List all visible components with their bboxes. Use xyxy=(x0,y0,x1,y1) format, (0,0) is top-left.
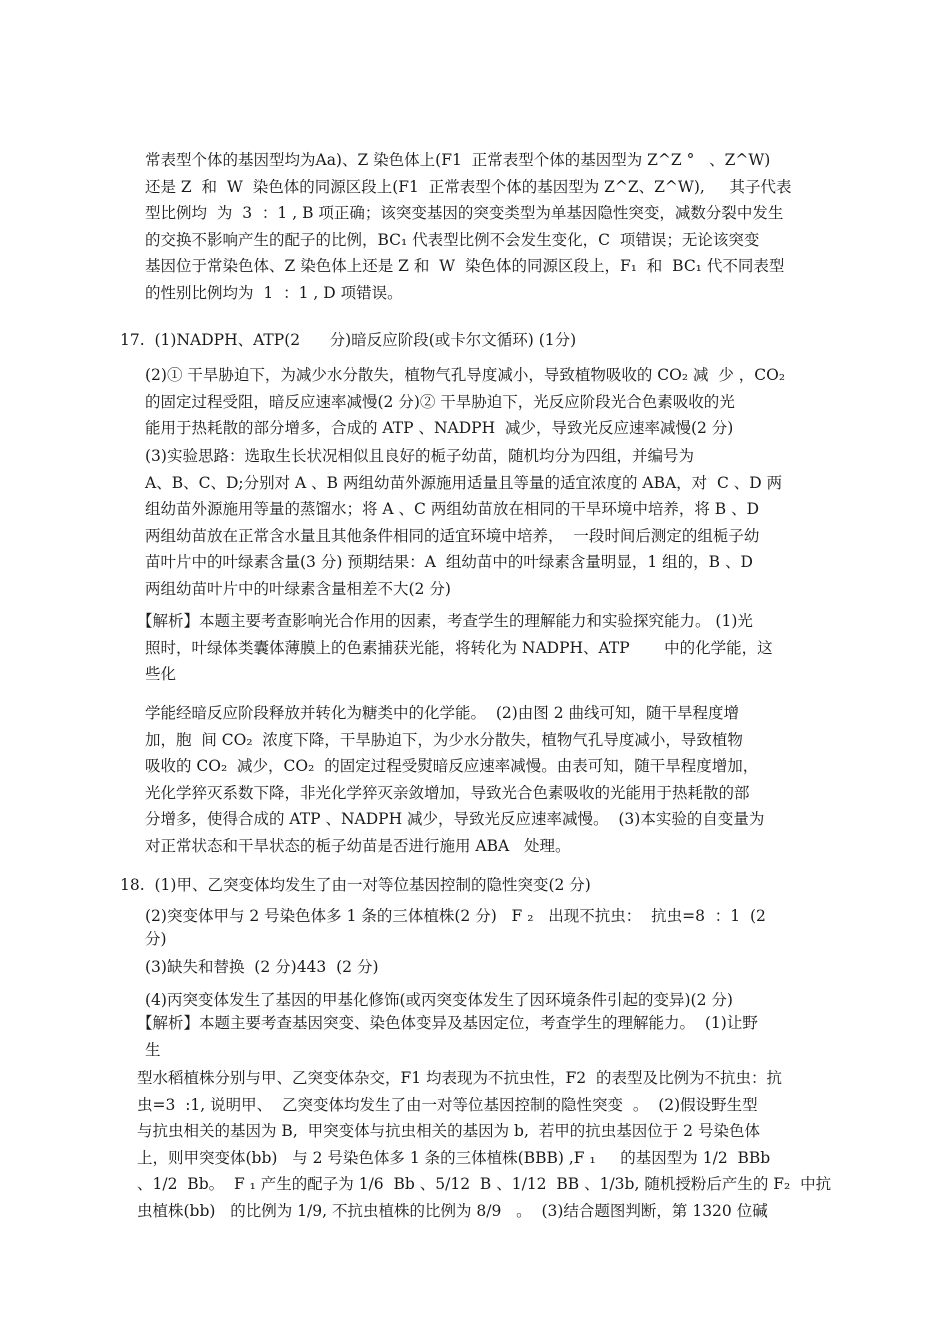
text-line: (2)① 干旱胁迫下，为减少水分散失，植物气孔导度减小，导致植物吸收的 CO₂ 减 少 ，CO₂ xyxy=(145,366,786,384)
text-line: 对正常状态和干旱状态的栀子幼苗是否进行施用 ABA 处理。 xyxy=(145,836,571,855)
text-line: 两组幼苗叶片中的叶绿素含量相差不大(2 分) xyxy=(145,579,451,598)
q17-heading xyxy=(120,327,860,354)
text-line: 常表型个体的基因型均为Aa)、Z 染色体上(F1 正常表型个体的基因型为 Z^Z ° 、Z^W) xyxy=(145,151,771,169)
text-line: 分增多，使得合成的 ATP 、NADPH 减少，导致光反应速率减慢。 (3)本实验的自变量为 xyxy=(145,810,765,828)
text-line: 照时，叶绿体类囊体薄膜上的色素捕获光能，将转化为 NADPH、ATP 中的化学能，这 xyxy=(145,638,773,657)
q16-explanation-continued xyxy=(145,147,860,306)
text-line: (2)突变体甲与 2 号染色体多 1 条的三体植株(2 分) F ₂ 出现不抗虫： 抗虫=8 ：1 (2 xyxy=(145,907,766,925)
text-line: 两组幼苗放在正常含水量且其他条件相同的适宜环境中培养， 一段时间后测定的组栀子幼 xyxy=(145,526,760,545)
text-line: 的交换不影响产生的配子的比例，BC₁ 代表型比例不会发生变化，C 项错误；无论该突变 xyxy=(145,230,760,249)
q17-answer-1: 17. (1)NADPH、ATP(2 分)暗反应阶段(或卡尔文循环) (1分) xyxy=(120,331,577,349)
text-line: 还是 Z 和 W 染色体的同源区段上(F1 正常表型个体的基因型为 Z^Z、Z^W), 其子代表 xyxy=(145,177,792,196)
text-line: 型比例均 为 3 ：1 , B 项正确；该突变基因的突变类型为单基因隐性突变，减数分裂中发生 xyxy=(145,204,784,222)
text-line: 加，胞 间 CO₂ 浓度下降，干旱胁迫下，为少水分散失，植物气孔导度减小，导致植物 xyxy=(145,730,743,749)
text-line: 型水稻植株分别与甲、乙突变体杂交，F1 均表现为不抗虫性，F2 的表型及比例为不抗虫：抗 xyxy=(137,1069,783,1087)
q18-analysis xyxy=(137,1010,857,1063)
text-line: 些化 xyxy=(145,665,177,683)
text-line: 上，则甲突变体(bb) 与 2 号染色体多 1 条的三体植株(BBB) ,F ₁ 的基因型为 1/2 BBb xyxy=(137,1148,771,1167)
text-line: 的固定过程受阻，暗反应速率减慢(2 分)② 干旱胁迫下，光反应阶段光合色素吸收的光 xyxy=(145,392,735,411)
text-line: 虫植株(bb) 的比例为 1/9, 不抗虫植株的比例为 8/9 。 (3)结合题图判断，第 1320 位碱 xyxy=(137,1201,768,1220)
text-line: 、1/2 Bb。 F ₁ 产生的配子为 1/6 Bb 、5/12 B 、1/12 BB 、1/3b, 随机授粉后产生的 F₂ 中抗 xyxy=(137,1175,832,1193)
text-line: (4)丙突变体发生了基因的甲基化修饰(或丙突变体发生了因环境条件引起的变异)(2 分) xyxy=(145,991,733,1009)
text-line: 的性别比例均为 1 ：1 , D 项错误。 xyxy=(145,283,403,302)
q18-heading xyxy=(120,872,860,899)
text-line: (3)实验思路：选取生长状况相似且良好的栀子幼苗，随机均分为四组，并编号为 xyxy=(145,447,694,465)
text-line: 光化学猝灭系数下降，非光化学猝灭亲敛增加，导致光合色素吸收的光能用于热耗散的部 xyxy=(145,783,750,802)
text-line: 能用于热耗散的部分增多，合成的 ATP 、NADPH 减少，导致光反应速率减慢(2 分) xyxy=(145,419,734,437)
text-line: 分) xyxy=(145,929,167,948)
text-line: A、B、C、D;分别对 A 、B 两组幼苗外源施用适量且等量的适宜浓度的 ABA，对 C 、D 两 xyxy=(145,473,783,492)
text-line: 与抗虫相关的基因为 B, 甲突变体与抗虫相关的基因为 b, 若甲的抗虫基因位于 2 号染色体 xyxy=(137,1122,760,1140)
text-line: 生 xyxy=(145,1040,161,1059)
q17-answer-3 xyxy=(145,443,860,602)
q17-analysis xyxy=(137,608,857,688)
text-line: 苗叶片中的叶绿素含量(3 分) 预期结果：A 组幼苗中的叶绿素含量明显，1 组的，B 、D xyxy=(145,553,753,571)
text-line: 组幼苗外源施用等量的蒸馏水；将 A 、C 两组幼苗放在相同的干旱环境中培养，将 B 、D xyxy=(145,500,760,518)
q17-analysis-continued xyxy=(145,700,865,859)
text-line: 吸收的 CO₂ 减少，CO₂ 的固定过程受熨暗反应速率减慢。由表可知，随干旱程度增加， xyxy=(145,757,759,775)
text-line: 基因位于常染色体、Z 染色体上还是 Z 和 W 染色体的同源区段上，F₁ 和 BC₁ 代不同表型 xyxy=(145,257,785,275)
text-line: 学能经暗反应阶段释放并转化为糖类中的化学能。 (2)由图 2 曲线可知，随干旱程度增 xyxy=(145,704,740,722)
q18-answer-3 xyxy=(145,954,860,981)
text-line: 【解析】本题主要考查影响光合作用的因素，考查学生的理解能力和实验探究能力。 (1)光 xyxy=(137,612,753,630)
text-line: 虫=3 :1, 说明甲、 乙突变体均发生了由一对等位基因控制的隐性突变 。 (2)假设野生型 xyxy=(137,1095,758,1114)
q18-answer-1: 18. (1)甲、乙突变体均发生了由一对等位基因控制的隐性突变(2 分) xyxy=(120,876,591,894)
q18-analysis-continued xyxy=(137,1065,862,1224)
q18-answer-2 xyxy=(145,903,860,948)
text-line: 【解析】本题主要考查基因突变、染色体变异及基因定位，考查学生的理解能力。 (1)让野 xyxy=(137,1014,758,1032)
q17-answer-2 xyxy=(145,362,860,442)
text-line: (3)缺失和替换 (2 分)443 (2 分) xyxy=(145,958,379,976)
